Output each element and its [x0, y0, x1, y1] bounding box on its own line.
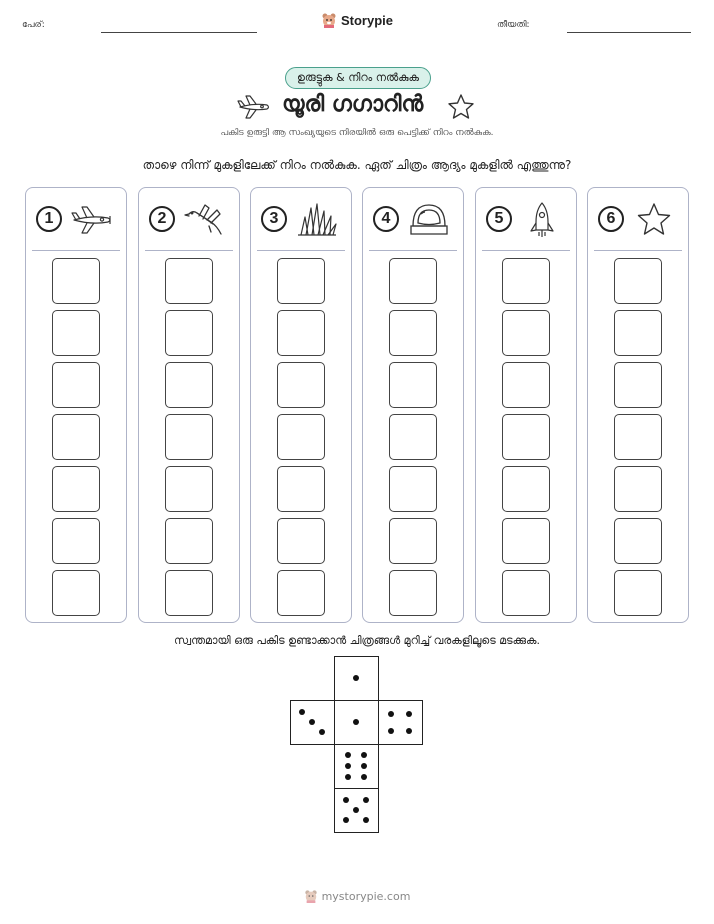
color-box[interactable] — [614, 362, 662, 408]
column-6 — [587, 187, 689, 623]
color-box[interactable] — [165, 570, 213, 616]
brand — [0, 12, 714, 32]
die-pip — [406, 711, 412, 717]
die-pip — [345, 763, 351, 769]
color-box[interactable] — [165, 518, 213, 564]
die-pip — [343, 797, 349, 803]
color-box[interactable] — [52, 258, 100, 304]
name-label: പേര്: — [22, 20, 45, 30]
column-2 — [138, 187, 240, 623]
color-box[interactable] — [389, 570, 437, 616]
color-box[interactable] — [502, 518, 550, 564]
column-number: 4 — [373, 206, 399, 232]
die-pip — [353, 807, 359, 813]
color-box[interactable] — [389, 466, 437, 512]
die-pip — [345, 774, 351, 780]
color-box[interactable] — [277, 570, 325, 616]
grass-icon — [295, 202, 339, 238]
color-box[interactable] — [614, 258, 662, 304]
color-box[interactable] — [277, 414, 325, 460]
color-box[interactable] — [165, 362, 213, 408]
color-box[interactable] — [277, 518, 325, 564]
die-pip — [353, 675, 359, 681]
die-face-6 — [334, 744, 379, 789]
column-4 — [362, 187, 464, 623]
color-box[interactable] — [277, 362, 325, 408]
color-box[interactable] — [52, 362, 100, 408]
color-box[interactable] — [502, 362, 550, 408]
color-box[interactable] — [614, 310, 662, 356]
die-face-3 — [290, 700, 335, 745]
color-box[interactable] — [502, 310, 550, 356]
die-pip — [299, 709, 305, 715]
color-box[interactable] — [52, 414, 100, 460]
date-label: തീയതി: — [497, 20, 530, 30]
die-pip — [319, 729, 325, 735]
rocket-icon — [520, 202, 564, 238]
column-3 — [250, 187, 352, 623]
fold-instruction: സ്വന്തമായി ഒരു പകിട ഉണ്ടാക്കാൻ ചിത്രങ്ങൾ മുറിച്ച് വരകളിലൂടെ മടക്കുക. — [174, 634, 540, 647]
die-pip — [343, 817, 349, 823]
color-box[interactable] — [614, 518, 662, 564]
column-divider — [145, 250, 233, 251]
die-pip — [353, 719, 359, 725]
title-row — [0, 92, 714, 122]
star-icon — [446, 93, 476, 121]
page-title: യൂരി ഗഗാറിൻ — [282, 92, 424, 117]
die-pip — [361, 774, 367, 780]
instruction: താഴെ നിന്ന് മുകളിലേക്ക് നിറം നൽകുക. ഏത് ചിത്രം ആദ്യം മുകളിൽ എത്തുന്നു? — [142, 158, 572, 172]
color-box[interactable] — [389, 258, 437, 304]
astronaut-helmet-icon — [407, 202, 451, 238]
footer — [0, 888, 714, 907]
color-box[interactable] — [277, 310, 325, 356]
column-number: 6 — [598, 206, 624, 232]
color-box[interactable] — [165, 310, 213, 356]
color-box[interactable] — [165, 466, 213, 512]
color-box[interactable] — [389, 414, 437, 460]
brand-name: Storypie — [340, 12, 393, 28]
color-box[interactable] — [502, 466, 550, 512]
column-number: 1 — [36, 206, 62, 232]
color-box[interactable] — [614, 414, 662, 460]
airplane-icon — [236, 94, 272, 120]
color-box[interactable] — [277, 466, 325, 512]
die-pip — [361, 763, 367, 769]
color-box[interactable] — [614, 466, 662, 512]
color-box[interactable] — [502, 570, 550, 616]
column-divider — [369, 250, 457, 251]
star-icon — [632, 202, 676, 238]
subtitle: പകിട ഉരുട്ടി ആ സംഖ്യയുടെ നിരയിൽ ഒരു പെട്ടിക്ക് നിറം നൽകുക. — [220, 128, 494, 138]
color-box[interactable] — [165, 414, 213, 460]
color-box[interactable] — [52, 310, 100, 356]
die-pip — [361, 752, 367, 758]
column-divider — [594, 250, 682, 251]
color-box[interactable] — [389, 362, 437, 408]
color-box[interactable] — [389, 518, 437, 564]
die-pip — [309, 719, 315, 725]
bird-icon — [183, 202, 227, 238]
color-box[interactable] — [502, 258, 550, 304]
die-pip — [388, 728, 394, 734]
column-1 — [25, 187, 127, 623]
column-5 — [475, 187, 577, 623]
airplane-icon — [70, 202, 114, 238]
color-box[interactable] — [389, 310, 437, 356]
die-pip — [363, 797, 369, 803]
column-divider — [482, 250, 570, 251]
color-box[interactable] — [277, 258, 325, 304]
color-box[interactable] — [165, 258, 213, 304]
column-number: 3 — [261, 206, 287, 232]
color-box[interactable] — [614, 570, 662, 616]
column-number: 5 — [486, 206, 512, 232]
die-face-5 — [334, 788, 379, 833]
storypie-logo-icon — [321, 12, 337, 28]
date-line — [567, 32, 691, 33]
color-box[interactable] — [52, 518, 100, 564]
die-face-1 — [334, 700, 379, 745]
column-divider — [257, 250, 345, 251]
die-pip — [345, 752, 351, 758]
die-pip — [363, 817, 369, 823]
storypie-logo-icon — [304, 889, 318, 903]
footer-url[interactable]: mystorypie.com — [321, 889, 411, 903]
color-box[interactable] — [502, 414, 550, 460]
column-number: 2 — [149, 206, 175, 232]
die-pip — [406, 728, 412, 734]
column-divider — [32, 250, 120, 251]
die-face-1 — [334, 656, 379, 701]
color-box[interactable] — [52, 466, 100, 512]
activity-tag: ഉരുട്ടുക & നിറം നൽകുക — [285, 67, 431, 89]
name-line — [101, 32, 257, 33]
die-face-4 — [378, 700, 423, 745]
die-pip — [388, 711, 394, 717]
color-box[interactable] — [52, 570, 100, 616]
